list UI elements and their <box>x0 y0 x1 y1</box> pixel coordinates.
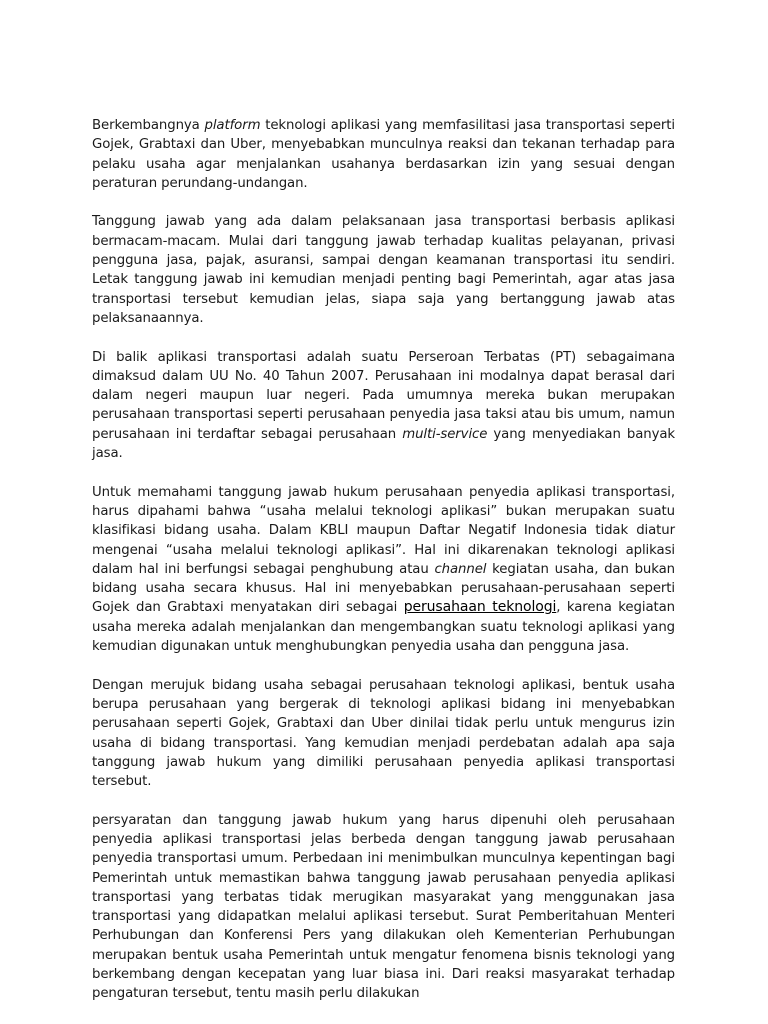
perusahaan-teknologi-link[interactable]: perusahaan teknologi <box>403 599 557 616</box>
text-run: Berkembangnya <box>92 118 205 133</box>
text-run: Tanggung jawab yang ada dalam pelaksanaan jasa transportasi berbasis aplikasi bermacam-macam. Mulai dari tanggung jawab terhadap kualitas pelayanan, privasi pengguna jasa, pajak, asuransi, sampai dengan keamanan transportasi itu sendiri. Letak tanggung jawab ini kemudian menjadi penting bagi Pemerintah, agar atas jasa transportasi tersebut kemudian jelas, siapa saja yang bertanggung jawab atas pelaksanaannya. <box>92 214 675 326</box>
text-run: , karena kegiatan usaha mereka adalah menjalankan dan mengembangkan suatu teknologi aplikasi yang kemudian digunakan untuk menghubungkan penyedia usaha dan pengguna jasa. <box>92 600 675 655</box>
text-run: persyaratan dan tanggung jawab hukum yang harus dipenuhi oleh perusahaan penyedia aplikasi transportasi jelas berbeda dengan tanggung jawab perusahaan penyedia transportasi umum. Perbedaan ini menimbulkan munculnya kepentingan bagi Pemerintah untuk memastikan bahwa tanggung jawab perusahaan penyedia aplikasi transportasi yang terbatas tidak merugikan masyarakat yang menggunakan jasa transportasi yang didapatkan melalui aplikasi tersebut. Surat Pemberitahuan Menteri Perhubungan dan Konferensi Pers yang dilakukan oleh Kementerian Perhubungan merupakan bentuk usaha Pemerintah untuk mengatur fenomena bisnis teknologi yang berkembang dengan kecepatan yang luar biasa ini. Dari reaksi masyarakat terhadap pengaturan tersebut, tentu masih perlu dilakukan <box>92 812 675 1002</box>
text-run: kegiatan usaha, dan bukan bidang usaha secara khusus. Hal ini menyebabkan perusahaan-perusahaan seperti Gojek dan Grabtaxi menyatakan diri sebagai <box>92 561 675 616</box>
text-run: Untuk memahami tanggung jawab hukum perusahaan penyedia aplikasi transportasi, harus dipahami bahwa “usaha melalui teknologi aplikasi” bukan merupakan suatu klasifikasi bidang usaha. Dalam KBLI maupun Daftar Negatif Indonesia tidak diatur mengenai “usaha melalui teknologi aplikasi”. Hal ini dikarenakan teknologi aplikasi dalam hal ini berfungsi sebagai penghubung atau <box>92 484 675 577</box>
italic-term: multi-service <box>402 426 488 442</box>
paragraph-6 <box>92 811 675 1004</box>
paragraph-3 <box>92 348 675 464</box>
text-run: yang menyediakan banyak jasa. <box>92 426 675 462</box>
paragraph-2 <box>92 212 675 328</box>
italic-term: platform <box>204 118 261 133</box>
text-run: Dengan merujuk bidang usaha sebagai perusahaan teknologi aplikasi, bentuk usaha berupa perusahaan yang bergerak di teknologi aplikasi bidang ini menyebabkan perusahaan seperti Gojek, Grabtaxi dan Uber dinilai tidak perlu untuk mengurus izin usaha di bidang transportasi. Yang kemudian menjadi perdebatan adalah apa saja tanggung jawab hukum yang dimiliki perusahaan penyedia aplikasi transportasi tersebut. <box>92 677 675 790</box>
text-run: teknologi aplikasi yang memfasilitasi jasa transportasi seperti Gojek, Grabtaxi dan Uber, menyebabkan munculnya reaksi dan tekanan terhadap para pelaku usaha agar menjalankan usahanya berdasarkan izin yang sesuai dengan peraturan perundang-undangan. <box>92 118 675 191</box>
text-run: Di balik aplikasi transportasi adalah suatu Perseroan Terbatas (PT) sebagaimana dimaksud dalam UU No. 40 Tahun 2007. Perusahaan ini modalnya dapat berasal dari dalam negeri maupun luar negeri. Pada umumnya mereka bukan merupakan perusahaan transportasi seperti perusahaan penyedia jasa taksi atau bis umum, namun perusahaan ini terdaftar sebagai perusahaan <box>92 349 675 442</box>
document-page <box>92 116 675 1023</box>
paragraph-4 <box>92 483 675 657</box>
italic-term: channel <box>434 561 487 577</box>
paragraph-1 <box>92 116 675 193</box>
paragraph-5 <box>92 676 675 792</box>
